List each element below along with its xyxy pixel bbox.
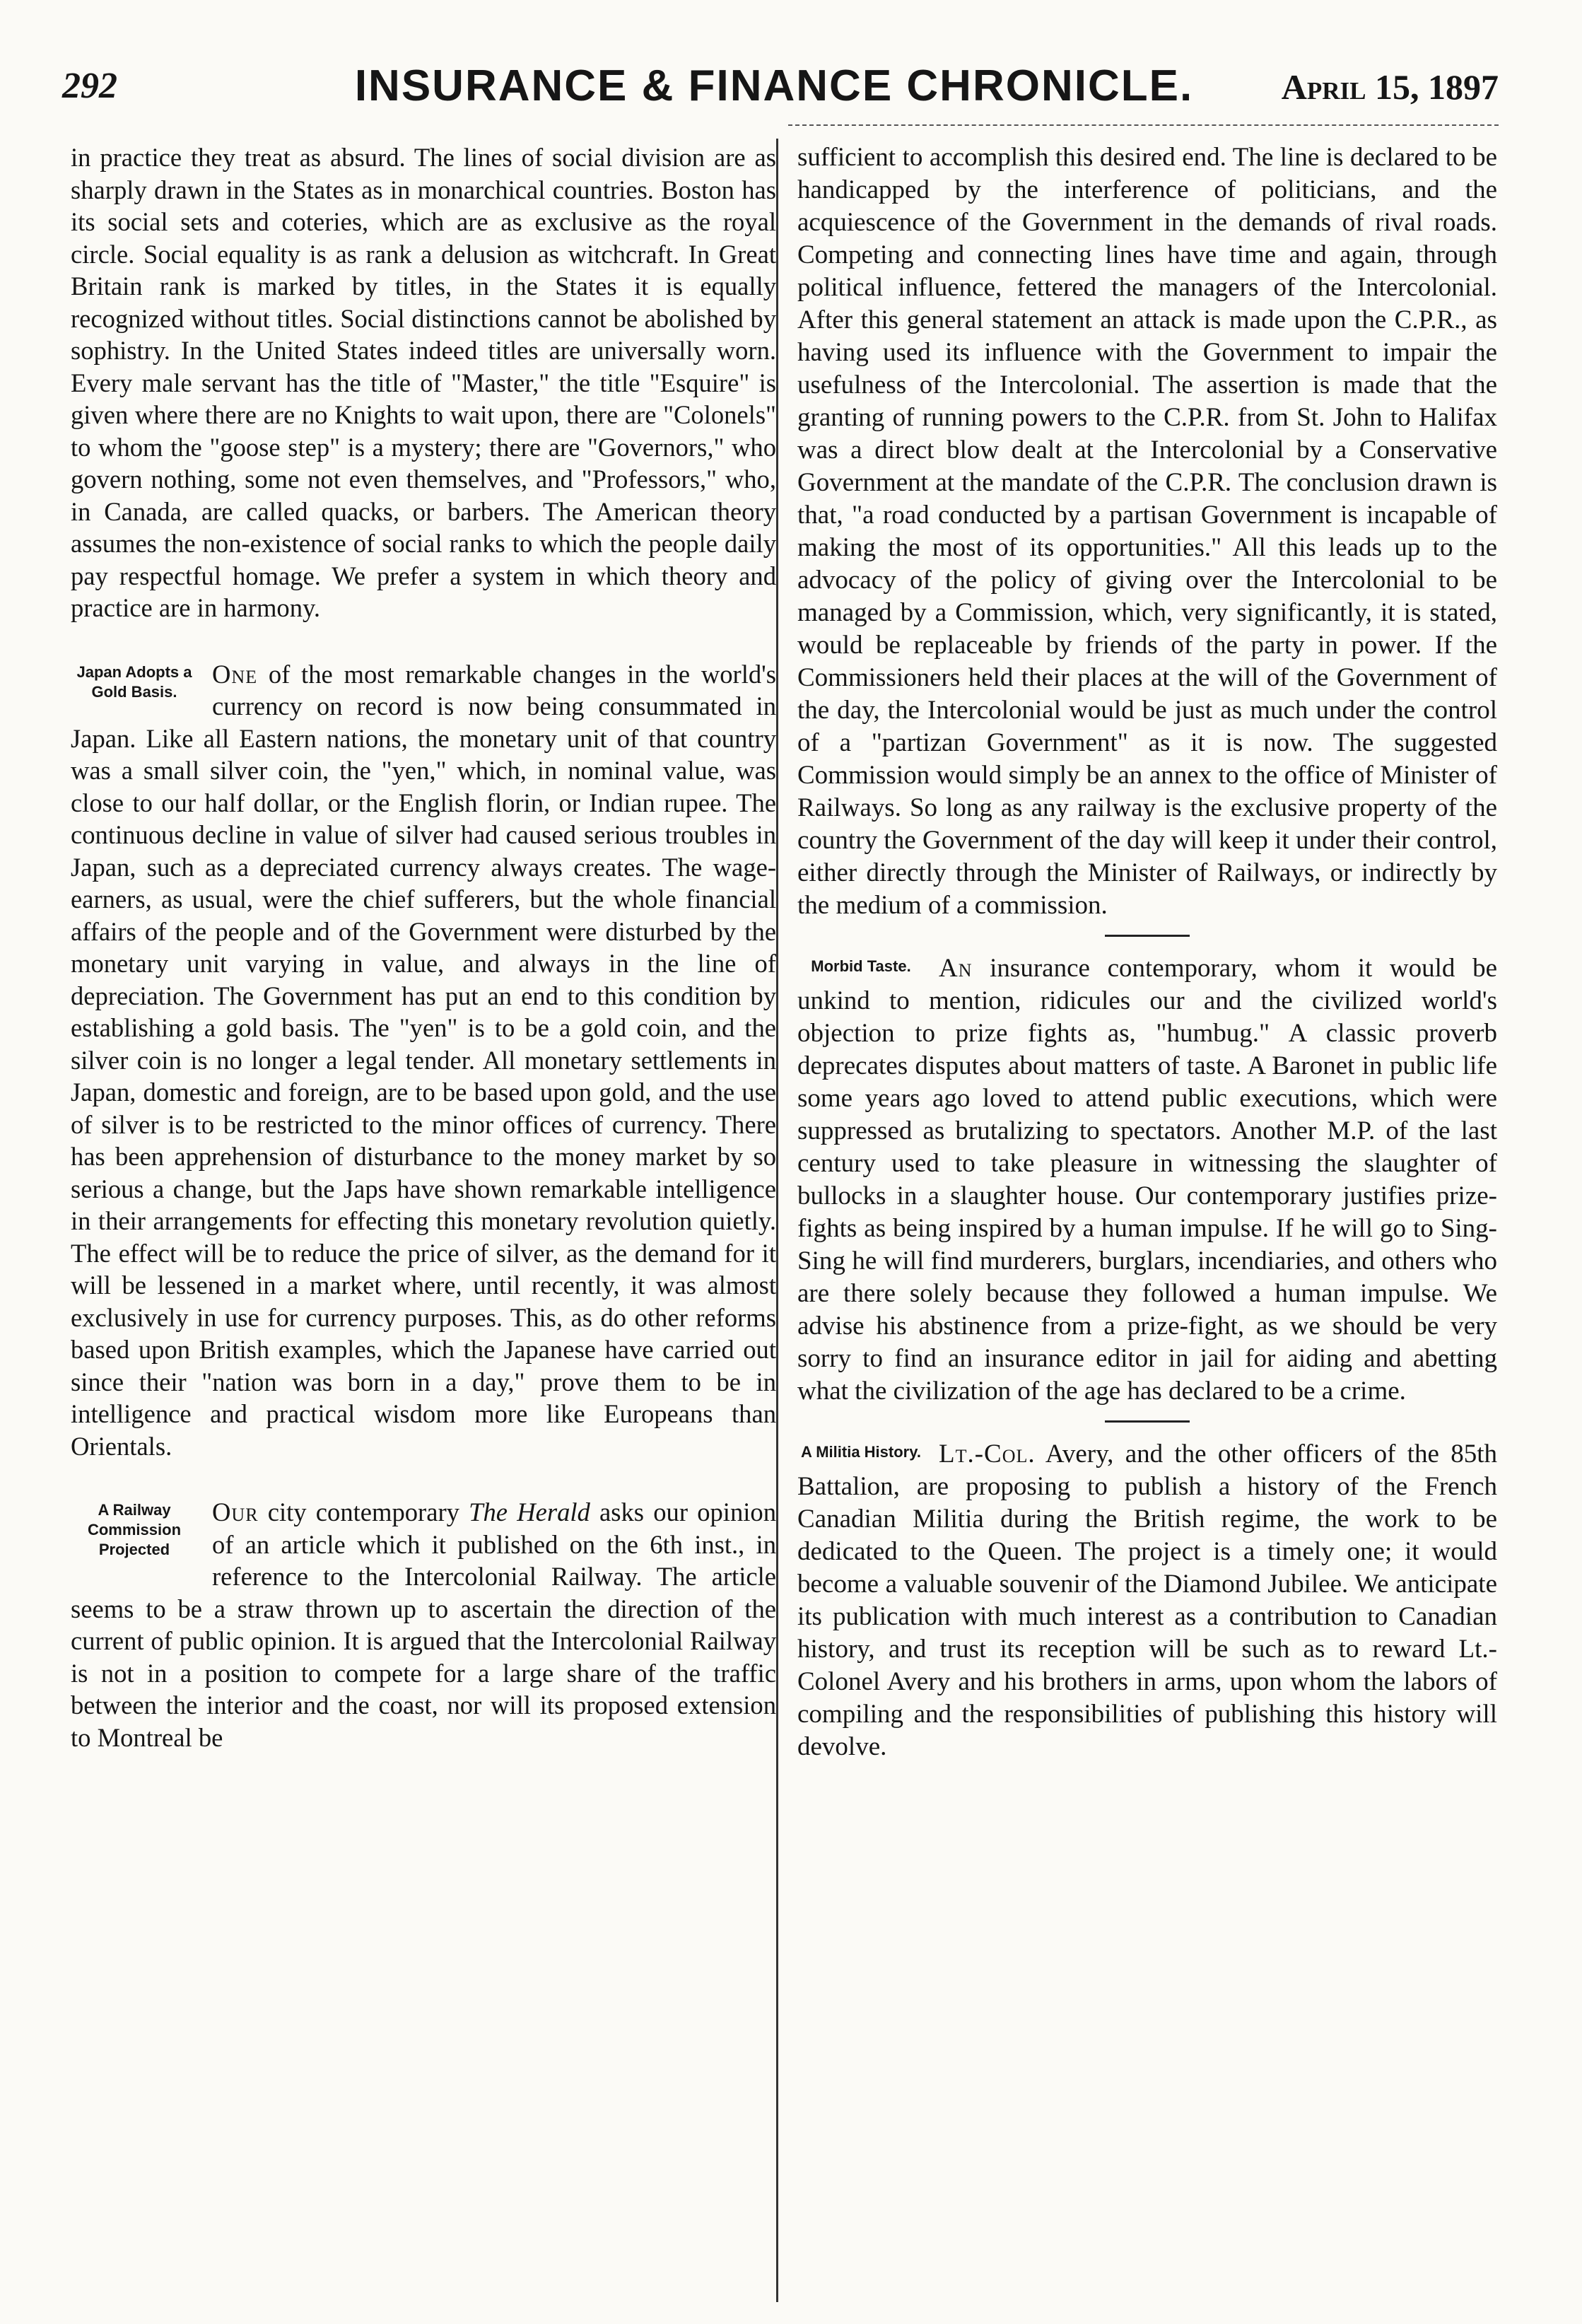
railway-lead-word: Our <box>212 1497 259 1526</box>
railway-body-before: city contemporary <box>258 1497 469 1526</box>
morbid-body: insurance contemporary, whom it would be unkind to mention, ridicules our and the civilized world's objection to prize fights as, "humbug." A classic proverb deprecates disputes about matters of taste. A Baronet in public life some years ago loved to attend public executions, which were suppressed as brutalizing to spectators. Another M.P. of the last century used to take pleasure in witnessing the slaughter of bullocks in a slaughter house. Our contemporary justifies prize-fights as being inspired by a human impulse. If he will go to Sing-Sing he will find murderers, burglars, incendiaries, and others who are there solely because they followed a human impulse. We advise his abstinence from a prize-fight, as we should be very sorry to find an insurance editor in jail for aiding and abetting what the civilization of the age has declared to be a crime. <box>797 954 1497 1406</box>
militia-history-article <box>797 1438 1497 1763</box>
social-rank-continued-text: in practice they treat as absurd. The lines of social division are as sharply drawn in the States as in monarchical countries. Boston has its social sets and coteries, which are as exclusive as the royal circle. Social equality is as rank a delusion as witchcraft. In Great Britain rank is marked by titles, in the States it is equally recognized without titles. Social distinctions cannot be abolished by sophistry. In the United States indeed titles are universally worn. Every male servant has the title of "Master," the title "Esquire" is given where there are no Knights to wait upon, there are "Colonels" to whom the "goose step" is a mystery; there are "Governors," who govern nothing, some not even themselves, and "Professors," who, in Canada, are called quacks, or barbers. The American theory assumes the non-existence of social ranks to which the people daily pay respectful homage. We prefer a system in which theory and practice are in harmony. <box>71 143 776 622</box>
railway-side-head: A Railway Commission Projected <box>87 1501 182 1558</box>
japan-side-head: Japan Adopts a Gold Basis. <box>76 662 192 701</box>
column-divider <box>776 139 778 2302</box>
morbid-taste-article <box>797 952 1497 1408</box>
railway-commission-article <box>71 1496 776 1753</box>
railway-continued-text: sufficient to accomplish this desired end. The line is declared to be handicapped by the interference of politicians, and the acquiescence of the Government in the demands of rival roads. Competing and connecting lines have time and again, through political influence, fettered the managers of the Intercolonial. After this general statement an attack is made upon the C.P.R., as having used its influence with the Government to impair the usefulness of the Intercolonial. The assertion is made that the granting of running powers to the C.P.R. from St. John to Halifax was a direct blow dealt at the Intercolonial by a Conservative Government at the mandate of the C.P.R. The conclusion drawn is that, "a road conducted by a partisan Government is incapable of making the most of its opportunities." All this leads up to the advocacy of the policy of giving over the Intercolonial to be managed by a Commission, which, very significantly, it is stated, would be replaceable by friends of the party in power. If the Commissioners held their places at the will of the Government of the day, the Intercolonial would be just as much under the control of a "partizan Government" as it is now. The suggested Commission would simply be an annex to the office of Minister of Railways. So long as any railway is the exclusive property of the country the Government of the day will keep it under their control, either directly through the Minister of Railways, or indirectly by the medium of a commission. <box>797 143 1497 920</box>
right-column <box>797 141 1497 1763</box>
railway-body-after: asks our opinion of an article which it published on the 6th inst., in reference to the Intercolonial Railway. The article seems to be a straw thrown up to ascertain the direction of the current of public opinion. It is argued that the Intercolonial Railway is not in a position to compete for a large share of the traffic between the interior and the coast, nor will its proposed extension to Montreal be <box>71 1497 776 1752</box>
japan-article-text <box>71 658 776 1463</box>
militia-side-head: A Militia History. <box>801 1443 921 1461</box>
morbid-side-head: Morbid Taste. <box>811 957 911 975</box>
militia-body: Avery, and the other officers of the 85th Battalion, are proposing to publish a history of the French Canadian Militia during the British regime, the work to be dedicated to the Queen. The project is a timely one; it would become a valuable souvenir of the Diamond Jubilee. We anticipate its publication with much interest as a contribution to Canadian history, and trust its reception will be such as to reward Lt.-Colonel Avery and his brothers in arms, upon whom the labors of compiling and the responsibilities of publishing this history will devolve. <box>797 1440 1497 1761</box>
militia-article-text <box>797 1438 1497 1763</box>
header-rule <box>788 124 1499 126</box>
journal-title: INSURANCE & FINANCE CHRONICLE. <box>354 62 1194 110</box>
section-divider <box>1105 1420 1190 1423</box>
militia-lead-word: Lt.-Col. <box>939 1440 1036 1468</box>
page-number: 292 <box>62 66 117 106</box>
morbid-article-text <box>797 952 1497 1408</box>
herald-title: The Herald <box>469 1497 590 1526</box>
japan-gold-basis-article <box>71 658 776 1463</box>
issue-date: April 15, 1897 <box>1281 67 1499 107</box>
page-header <box>49 55 1499 119</box>
left-column <box>71 141 776 1753</box>
japan-lead-word: One <box>212 659 258 689</box>
japan-body: of the most remarkable changes in the world's currency on record is now being consummated in Japan. Like all Eastern nations, the monetary unit of that country was a small silver coin, the "yen," which, in nominal value, was close to our half dollar, or the English florin, or Indian rupee. The continuous decline in value of silver had caused serious troubles in Japan, such as a depreciated currency always creates. The wage-earners, as usual, were the chief sufferers, but the whole financial affairs of the people and of the Government were disturbed by the monetary unit varying in value, and always in the line of depreciation. The Government has put an end to this condition by establishing a gold basis. The "yen" is to be a gold coin, and the silver coin is no longer a legal tender. All monetary settlements in Japan, domestic and foreign, are to be based upon gold, and the use of silver is to be restricted to the minor offices of currency. There has been apprehension of disturbance to the money market by so serious a change, but the Japs have shown remarkable intelligence in their arrangements for effecting this monetary revolution quietly. The effect will be to reduce the price of silver, as the demand for it will be lessened in a market where, until recently, it was almost exclusively in use for currency purposes. This, as do other reforms based upon British examples, which the Japanese have carried out since their "nation was born in a day," prove them to be in intelligence and practical wisdom more like Europeans than Orientals. <box>71 659 776 1461</box>
morbid-lead-word: An <box>939 954 973 983</box>
section-divider <box>1105 935 1190 937</box>
